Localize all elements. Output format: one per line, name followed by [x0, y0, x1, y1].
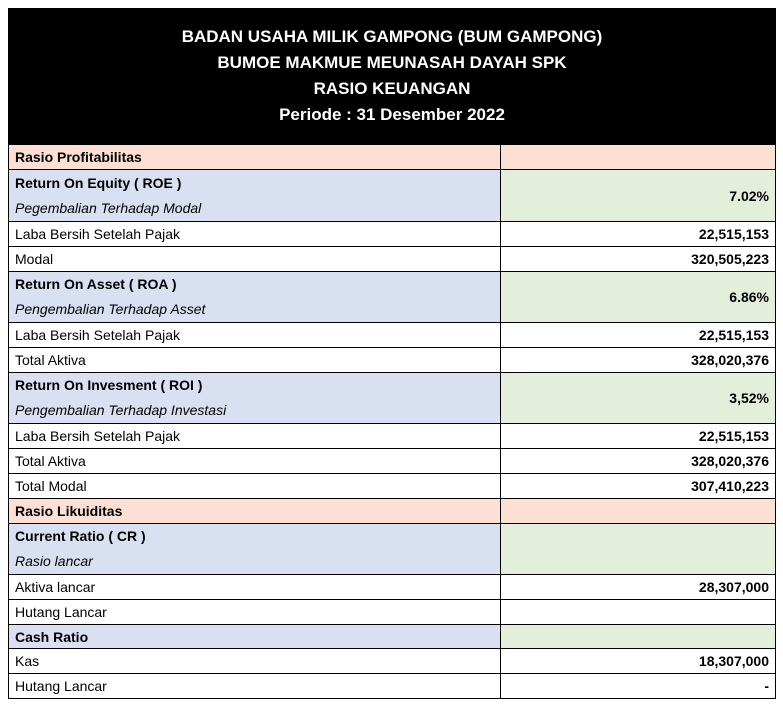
ratio-cell-cr[interactable] — [9, 524, 501, 575]
ratio-value[interactable]: 7.02% — [501, 170, 776, 222]
section-cell[interactable] — [501, 499, 776, 524]
ratio-value[interactable] — [501, 524, 776, 575]
item-value[interactable]: 18,307,000 — [501, 649, 776, 674]
ratio-row-cr — [9, 524, 776, 575]
item-value[interactable]: 307,410,223 — [501, 474, 776, 499]
item-label[interactable]: Kas — [9, 649, 501, 674]
ratio-value[interactable] — [501, 625, 776, 649]
table-row — [9, 222, 776, 247]
item-value[interactable]: 22,515,153 — [501, 222, 776, 247]
section-row — [9, 145, 776, 170]
ratio-desc: Pengembalian Terhadap Investasi — [15, 402, 227, 418]
ratio-desc: Pegembalian Terhadap Modal — [15, 199, 202, 216]
item-label[interactable]: Laba Bersih Setelah Pajak — [9, 424, 501, 449]
table-row — [9, 649, 776, 674]
section-title-profitabilitas[interactable]: Rasio Profitabilitas — [9, 145, 501, 170]
item-label[interactable]: Total Aktiva — [9, 348, 501, 373]
item-label[interactable]: Hutang Lancar — [9, 674, 501, 699]
item-label[interactable]: Total Modal — [9, 474, 501, 499]
ratio-name: Return On Asset ( ROA ) — [15, 276, 177, 292]
ratio-name: Current Ratio ( CR ) — [15, 528, 146, 544]
ratio-cell-roe[interactable] — [9, 170, 501, 222]
ratio-name: Return On Equity ( ROE ) — [15, 174, 182, 191]
report-header — [8, 8, 776, 144]
item-value[interactable]: 320,505,223 — [501, 247, 776, 272]
ratio-cell-cash[interactable] — [9, 625, 501, 649]
ratio-desc: Pengembalian Terhadap Asset — [15, 301, 206, 317]
ratio-row-roa — [9, 272, 776, 323]
header-unit: BUMOE MAKMUE MEUNASAH DAYAH SPK — [217, 53, 567, 72]
ratio-desc: Rasio lancar — [15, 553, 93, 569]
item-label[interactable]: Aktiva lancar — [9, 575, 501, 600]
item-value[interactable] — [501, 600, 776, 625]
ratio-table — [8, 144, 776, 699]
section-cell[interactable] — [501, 145, 776, 170]
item-label[interactable]: Modal — [9, 247, 501, 272]
table-row — [9, 449, 776, 474]
item-value[interactable]: 22,515,153 — [501, 323, 776, 348]
header-title: RASIO KEUANGAN — [313, 79, 471, 98]
table-row — [9, 674, 776, 699]
item-value[interactable]: 328,020,376 — [501, 449, 776, 474]
item-label[interactable]: Total Aktiva — [9, 449, 501, 474]
table-row — [9, 474, 776, 499]
ratio-name: Cash Ratio — [15, 628, 89, 645]
item-value[interactable]: 28,307,000 — [501, 575, 776, 600]
ratio-row-roi — [9, 373, 776, 424]
spreadsheet — [8, 8, 776, 699]
ratio-row-roe — [9, 170, 776, 222]
ratio-value[interactable]: 3,52% — [501, 373, 776, 424]
section-title-likuiditas[interactable]: Rasio Likuiditas — [9, 499, 501, 524]
table-row — [9, 600, 776, 625]
item-label[interactable]: Laba Bersih Setelah Pajak — [9, 323, 501, 348]
item-label[interactable]: Laba Bersih Setelah Pajak — [9, 222, 501, 247]
table-row — [9, 247, 776, 272]
ratio-row-cash — [9, 625, 776, 649]
ratio-cell-roi[interactable] — [9, 373, 501, 424]
table-row — [9, 323, 776, 348]
header-period: Periode : 31 Desember 2022 — [279, 105, 505, 124]
item-value[interactable]: 22,515,153 — [501, 424, 776, 449]
section-row — [9, 499, 776, 524]
table-row — [9, 424, 776, 449]
ratio-name: Return On Invesment ( ROI ) — [15, 377, 203, 393]
item-value[interactable]: 328,020,376 — [501, 348, 776, 373]
item-value[interactable]: - — [501, 674, 776, 699]
header-org: BADAN USAHA MILIK GAMPONG (BUM GAMPONG) — [181, 27, 603, 46]
item-label[interactable]: Hutang Lancar — [9, 600, 501, 625]
table-row — [9, 348, 776, 373]
table-row — [9, 575, 776, 600]
ratio-value[interactable]: 6.86% — [501, 272, 776, 323]
ratio-cell-roa[interactable] — [9, 272, 501, 323]
